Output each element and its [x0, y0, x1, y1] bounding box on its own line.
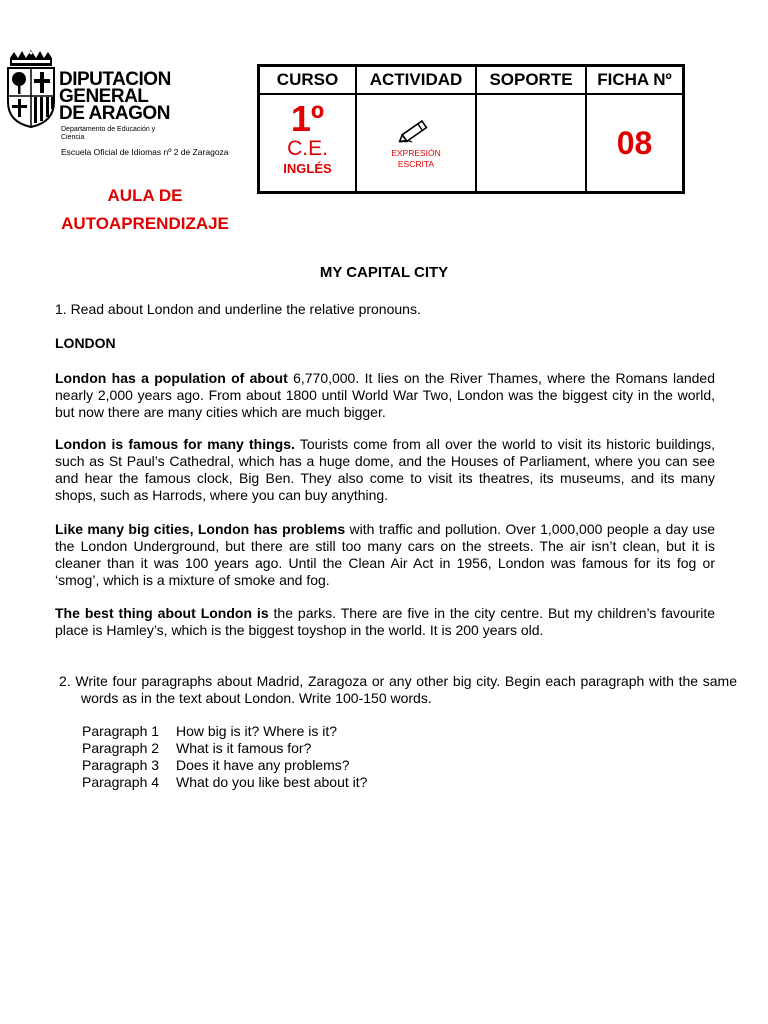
curso-level: 1º	[290, 98, 325, 139]
list-item	[82, 757, 367, 774]
prompt-question: How big is it? Where is it?	[176, 723, 338, 739]
prompt-label: Paragraph 2	[82, 740, 160, 756]
paragraph-prompts-list	[82, 723, 367, 791]
paragraph-4	[55, 605, 715, 639]
soporte-cell	[477, 95, 585, 191]
aula-heading	[30, 182, 260, 238]
school-name: Escuela Oficial de Idiomas nº 2 de Zaragoza	[61, 147, 229, 157]
prompt-label: Paragraph 3	[82, 757, 160, 773]
prompt-question: Does it have any problems?	[176, 757, 350, 773]
curso-cell	[260, 98, 355, 177]
list-item	[82, 740, 367, 757]
column-header-ficha: FICHA Nº	[597, 70, 672, 89]
prompt-question: What do you like best about it?	[176, 774, 368, 790]
column-header-curso: CURSO	[276, 70, 339, 89]
department-name: Departamento de Educación y Ciencia	[61, 126, 156, 141]
paragraph-1	[55, 370, 715, 421]
aula-line-2: AUTOAPRENDIZAJE	[61, 214, 229, 233]
actividad-line-2: ESCRITA	[397, 159, 435, 169]
curso-language: INGLÉS	[283, 161, 332, 176]
list-item	[82, 723, 367, 740]
paragraph-2-text: Tourists come from all over the world to visit its historic buildings, such as St Paul’s Cathedral, which has a huge dome, and the Houses of Parliament, where you can see and hear the famous clock, Big Ben. They also come to visit its theatres, its museums, and its many shops, such as Harrods, where you can buy anything.	[55, 436, 715, 503]
instruction-2: 2. Write four paragraphs about Madrid, Zaragoza or any other big city. Begin each paragraph with the same words as in the text about London. Write 100-150 words.	[59, 673, 737, 706]
paragraph-4-lead: The best thing about London is	[55, 605, 269, 621]
prompt-label: Paragraph 4	[82, 774, 160, 790]
prompt-question: What is it famous for?	[176, 740, 312, 756]
instruction-1: 1. Read about London and underline the relative pronouns.	[55, 301, 421, 317]
prompt-label: Paragraph 1	[82, 723, 160, 739]
pencil-icon	[396, 115, 436, 145]
actividad-cell	[357, 115, 475, 169]
org-line-3: DE ARAGON	[59, 103, 170, 124]
ficha-number: 08	[616, 125, 653, 161]
paragraph-2-lead: London is famous for many things.	[55, 436, 295, 452]
worksheet-info-table	[257, 64, 685, 194]
paragraph-4-text: the parks. There are five in the city centre. But my children’s favourite place is Hamley’s, which is the biggest toyshop in the world. It is 200 years old.	[55, 605, 716, 638]
paragraph-1-text: 6,770,000. It lies on the River Thames, where the Romans landed nearly 2,000 years ago. From about 1800 until World War Two, London was the biggest city in the world, but now there are many cities which are much bigger.	[55, 370, 715, 420]
column-header-soporte: SOPORTE	[489, 70, 573, 89]
org-line-1: DIPUTACION	[59, 69, 171, 90]
coat-of-arms-icon	[4, 50, 58, 128]
section-subtitle: LONDON	[55, 335, 116, 351]
paragraph-3	[55, 521, 715, 589]
aula-line-1: AULA DE	[107, 186, 183, 205]
column-header-actividad: ACTIVIDAD	[369, 70, 463, 89]
page-title: MY CAPITAL CITY	[319, 264, 449, 281]
paragraph-3-lead: Like many big cities, London has problems	[55, 521, 346, 537]
paragraph-1-lead: London has a population of about	[55, 370, 288, 386]
paragraph-2	[55, 436, 715, 504]
list-item	[82, 774, 367, 791]
organization-logo-text	[59, 71, 171, 122]
curso-type: C.E.	[287, 137, 328, 160]
paragraph-3-text: with traffic and pollution. Over 1,000,000 people a day use the London Underground, but there are still too many cars on the streets. The air isn’t clean, but it is cleaner than it was 100 years ago. Until the Clean Air Act in 1956, London was famous for its fog or ‘smog’, which is a mixture of smoke and fog.	[55, 521, 715, 588]
actividad-line-1: EXPRESIÓN	[391, 148, 441, 158]
org-line-2: GENERAL	[59, 86, 149, 107]
